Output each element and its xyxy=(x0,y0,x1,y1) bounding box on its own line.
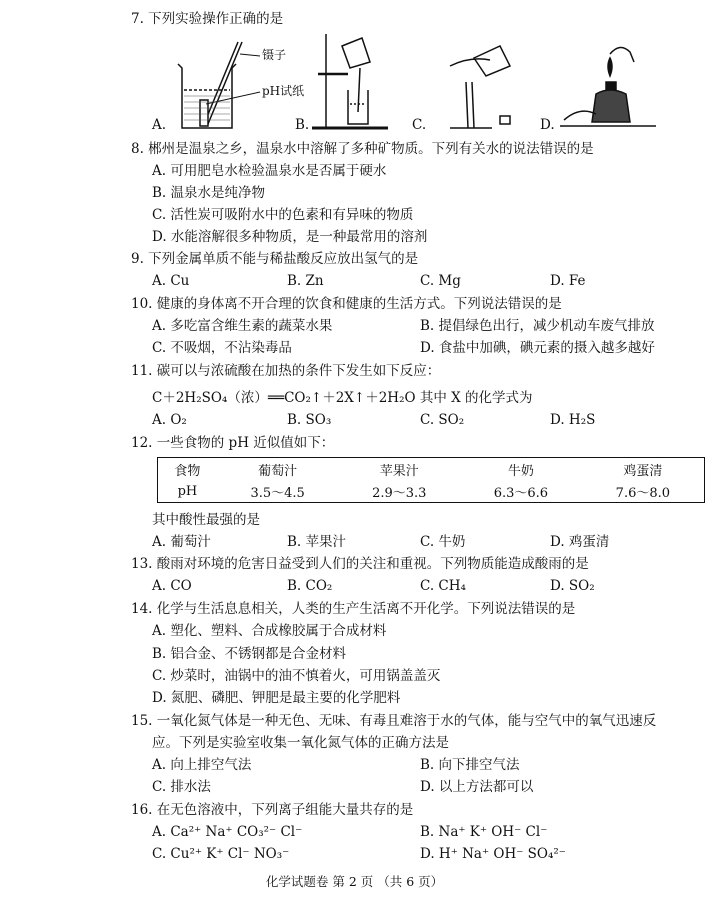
q11-equation: C＋2H₂SO₄（浓）══CO₂↑＋2X↑＋2H₂O 其中 X 的化学式为 xyxy=(152,390,533,406)
q7-figure-d xyxy=(560,36,660,134)
q14-option-a: A. 塑化、塑料、合成橡胶属于合成材料 xyxy=(152,623,387,639)
q13-option-a: A. CO xyxy=(152,578,192,594)
q16-stem: 16. 在无色溶液中，下列离子组能大量共存的是 xyxy=(131,802,414,818)
q9-option-d: D. Fe xyxy=(550,273,586,289)
q8-option-a: A. 可用肥皂水检验温泉水是否属于硬水 xyxy=(152,163,387,179)
ph-table-cell: 牛奶 xyxy=(507,463,534,479)
q12-option-b: B. 苹果汁 xyxy=(287,534,347,550)
ph-table-cell: 7.6～8.0 xyxy=(615,485,671,501)
q7-option-b: B. xyxy=(295,117,310,133)
q14-stem: 14. 化学与生活息息相关，人类的生产生活离不开化学。下列说法错误的是 xyxy=(131,601,576,617)
q7-option-d: D. xyxy=(540,117,555,133)
ph-table-cell: 葡萄汁 xyxy=(258,463,298,479)
q11-stem: 11. 碳可以与浓硫酸在加热的条件下发生如下反应： xyxy=(131,363,441,379)
q15-stem-line1: 15. 一氧化氮气体是一种无色、无味、有毒且难溶于水的气体，能与空气中的氧气迅速反 xyxy=(131,713,657,729)
q16-option-d: D. H⁺ Na⁺ OH⁻ SO₄²⁻ xyxy=(420,846,566,862)
q11-option-a: A. O₂ xyxy=(152,412,187,428)
q7-figure-c xyxy=(430,36,530,134)
q12-option-d: D. 鸡蛋清 xyxy=(550,534,610,550)
q11-option-d: D. H₂S xyxy=(550,412,596,428)
q7-option-a: A. xyxy=(152,117,167,133)
q7-stem: 7. 下列实验操作正确的是 xyxy=(131,11,284,27)
ph-table-cell: 食物 xyxy=(174,463,201,479)
q13-option-c: C. CH₄ xyxy=(420,578,466,594)
q9-option-a: A. Cu xyxy=(152,273,190,289)
ph-table-cell: 6.3～6.6 xyxy=(493,485,549,501)
ph-table xyxy=(157,457,705,503)
q8-option-b: B. 温泉水是纯净物 xyxy=(152,185,266,201)
q7-figure-b xyxy=(308,32,398,136)
ph-table-cell: pH xyxy=(177,483,198,499)
q16-option-b: B. Na⁺ K⁺ OH⁻ Cl⁻ xyxy=(420,824,548,840)
q12-option-c: C. 牛奶 xyxy=(420,534,466,550)
q9-option-b: B. Zn xyxy=(287,273,324,289)
q10-option-d: D. 食盐中加碘，碘元素的摄入越多越好 xyxy=(420,340,655,356)
ph-table-cell: 苹果汁 xyxy=(379,463,419,479)
q12-stem: 12. 一些食物的 pH 近似值如下： xyxy=(131,435,335,451)
q12-follow: 其中酸性最强的是 xyxy=(152,512,260,528)
q10-option-a: A. 多吃富含维生素的蔬菜水果 xyxy=(152,318,333,334)
q9-option-c: C. Mg xyxy=(420,273,461,289)
q16-option-c: C. Cu²⁺ K⁺ Cl⁻ NO₃⁻ xyxy=(152,846,290,862)
q15-option-d: D. 以上方法都可以 xyxy=(420,779,534,795)
q12-option-a: A. 葡萄汁 xyxy=(152,534,211,550)
q15-option-c: C. 排水法 xyxy=(152,779,211,795)
q8-option-c: C. 活性炭可吸附水中的色素和有异味的物质 xyxy=(152,207,414,223)
ph-table-cell: 3.5～4.5 xyxy=(250,485,305,501)
q11-option-b: B. SO₃ xyxy=(287,412,332,428)
q10-option-c: C. 不吸烟，不沾染毒品 xyxy=(152,340,292,356)
q15-option-b: B. 向下排空气法 xyxy=(420,757,520,773)
q14-option-b: B. 铝合金、不锈钢都是合金材料 xyxy=(152,646,347,662)
q13-option-b: B. CO₂ xyxy=(287,578,333,594)
q8-stem: 8. 郴州是温泉之乡，温泉水中溶解了多种矿物质。下列有关水的说法错误的是 xyxy=(131,141,594,157)
q10-stem: 10. 健康的身体离不开合理的饮食和健康的生活方式。下列说法错误的是 xyxy=(131,296,562,312)
ph-table-value-row xyxy=(158,480,705,503)
q7-label-tweezers: 镊子 xyxy=(262,48,287,62)
q15-option-a: A. 向上排空气法 xyxy=(152,757,252,773)
q13-stem: 13. 酸雨对环境的危害日益受到人们的关注和重视。下列物质能造成酸雨的是 xyxy=(131,556,589,572)
q14-option-c: C. 炒菜时，油锅中的油不慎着火，可用锅盖盖灭 xyxy=(152,668,441,684)
q10-option-b: B. 提倡绿色出行，减少机动车废气排放 xyxy=(420,318,655,334)
q7-option-c: C. xyxy=(412,117,427,133)
q15-stem-line2: 应。下列是实验室收集一氧化氮气体的正确方法是 xyxy=(152,735,449,751)
q13-option-d: D. SO₂ xyxy=(550,578,595,594)
q16-option-a: A. Ca²⁺ Na⁺ CO₃²⁻ Cl⁻ xyxy=(152,824,303,840)
ph-table-cell: 鸡蛋清 xyxy=(623,463,663,479)
page-footer: 化学试题卷 第 2 页 （共 6 页） xyxy=(265,874,444,889)
q11-option-c: C. SO₂ xyxy=(420,412,465,428)
q9-stem: 9. 下列金属单质不能与稀盐酸反应放出氢气的是 xyxy=(131,251,419,267)
ph-table-header-row xyxy=(158,458,705,481)
q7-label-ph-paper: pH试纸 xyxy=(262,84,305,98)
q8-option-d: D. 水能溶解很多种物质，是一种最常用的溶剂 xyxy=(152,229,428,245)
ph-table-cell: 2.9～3.3 xyxy=(372,485,427,501)
q14-option-d: D. 氮肥、磷肥、钾肥是最主要的化学肥料 xyxy=(152,690,401,706)
